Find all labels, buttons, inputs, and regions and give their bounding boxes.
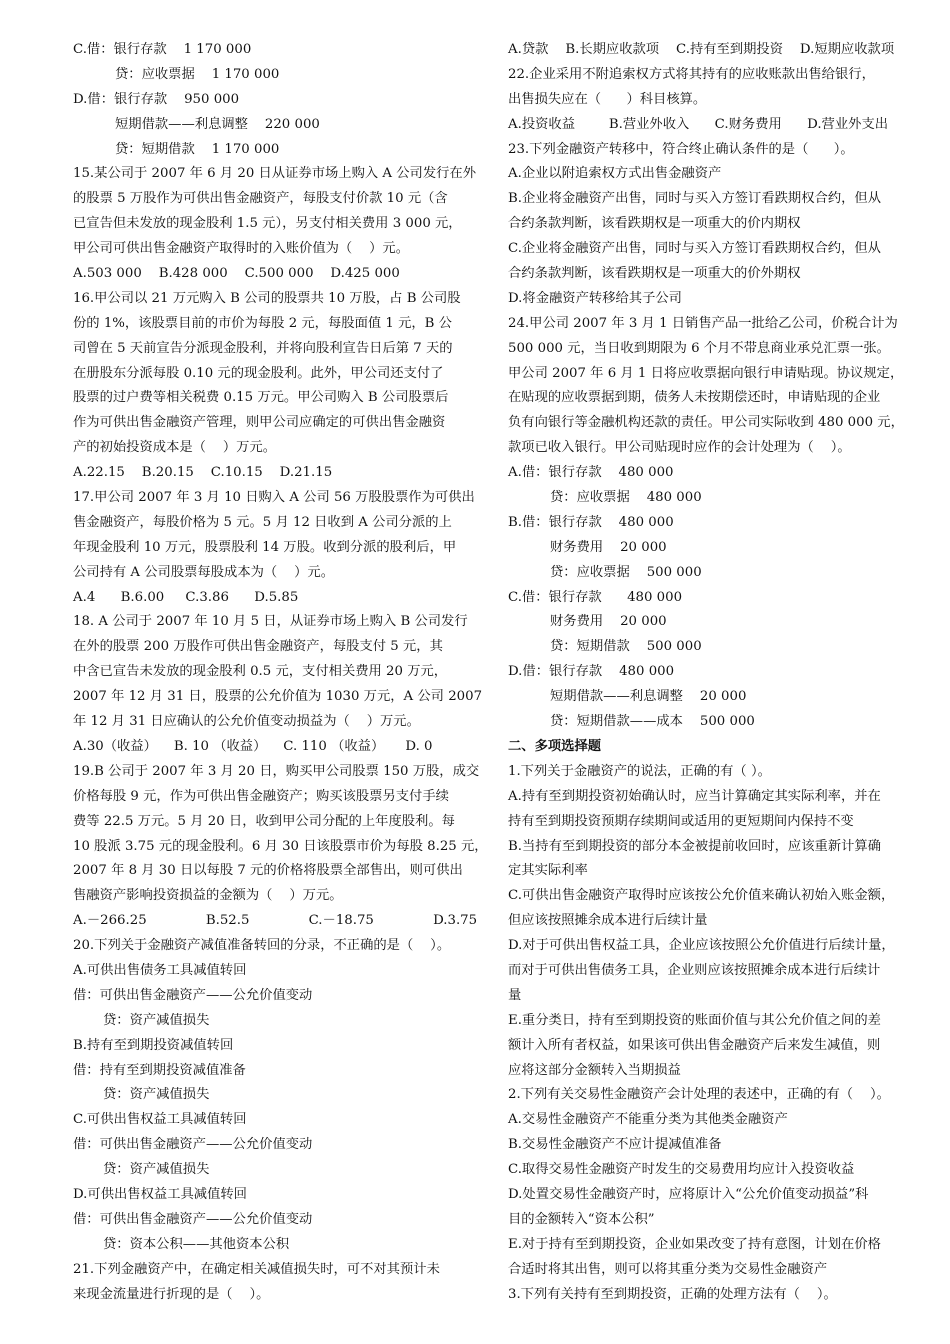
text-line: 16.甲公司以 21 万元购入 B 公司的股票共 10 万股，占 B 公司股 — [73, 290, 461, 306]
text-line: C.企业将金融资产出售，同时与买入方签订看跌期权合约，但从 — [508, 241, 881, 257]
text-line: 贷：资产减值损失 — [103, 1162, 210, 1178]
text-line: B.当持有至到期投资的部分本金被提前收回时，应该重新计算确 — [508, 838, 882, 854]
text-line: 定其实际利率 — [508, 863, 588, 879]
text-line: 贷：应收票据 1 170 000 — [115, 66, 280, 82]
text-line: 500 000 元，当日收到期限为 6 个月不带息商业承兑汇票一张。 — [508, 340, 890, 356]
text-line: 2.下列有关交易性金融资产会计处理的表述中，正确的有（ ）。 — [508, 1087, 890, 1103]
text-line: C.取得交易性金融资产时发生的交易费用均应计入投资收益 — [508, 1162, 855, 1178]
text-line: A.交易性金融资产不能重分类为其他类金融资产 — [508, 1112, 788, 1128]
text-line: D.可供出售权益工具减值转回 — [73, 1186, 247, 1202]
text-line: 中含已宣告未发放的现金股利 0.5 元，支付相关费用 20 万元， — [73, 664, 448, 680]
text-line: C.可供出售金融资产取得时应该按公允价值来确认初始入账金额， — [508, 888, 895, 904]
text-line: D.将金融资产转移给其子公司 — [508, 290, 682, 306]
text-line: C.可供出售权益工具减值转回 — [73, 1112, 247, 1128]
text-line: 公司持有 A 公司股票每股成本为（ ）元。 — [73, 564, 335, 580]
text-line: 已宣告但未发放的现金股利 1.5 元），另支付相关费用 3 000 元， — [73, 216, 462, 232]
text-line: 贷：资本公积——其他资本公积 — [103, 1236, 290, 1252]
text-line: 价格每股 9 元，作为可供出售金融资产；购买该股票另支付手续 — [73, 788, 449, 804]
text-line: 借：可供出售金融资产——公允价值变动 — [73, 1211, 313, 1227]
text-line: 产的初始投资成本是（ ）万元。 — [73, 440, 277, 456]
text-line: 应将这部分金额转入当期损益 — [508, 1062, 681, 1078]
text-line: E.对于持有至到期投资，企业如果改变了持有意图，计划在价格 — [508, 1236, 881, 1252]
text-line: D.对于可供出售权益工具，企业应该按照公允价值进行后续计量， — [508, 938, 895, 954]
text-line: 而对于可供出售债务工具，企业则应该按照摊余成本进行后续计 — [508, 962, 881, 978]
text-line: 1.下列关于金融资产的说法，正确的有（ ）。 — [508, 763, 771, 779]
text-line: 24.甲公司 2007 年 3 月 1 日销售产品一批给乙公司，价税合计为 — [508, 315, 898, 331]
text-line: 22.企业采用不附追索权方式将其持有的应收账款出售给银行， — [508, 66, 875, 82]
text-line: 年 12 月 31 日应确认的公允价值变动损益为（ ）万元。 — [73, 714, 420, 730]
text-line: 售融资产影响投资损益的金额为（ ）万元。 — [73, 888, 343, 904]
text-line: 15.某公司于 2007 年 6 月 20 日从证券市场上购入 A 公司发行在外 — [73, 166, 477, 182]
text-line: C.借：银行存款 1 170 000 — [73, 42, 252, 57]
text-line: 费等 22.5 万元。5 月 20 日，收到甲公司分配的上年度股利。每 — [73, 813, 455, 829]
text-line: 股票的过户费等相关税费 0.15 万元。甲公司购入 B 公司股票后 — [73, 390, 449, 406]
text-line: 作为可供出售金融资产管理，则甲公司应确定的可供出售金融资 — [73, 415, 446, 431]
text-line: 贷：短期借款 1 170 000 — [115, 141, 280, 157]
text-line: 款项已收入银行。甲公司贴现时应作的会计处理为（ ）。 — [508, 440, 851, 456]
text-line: 17.甲公司 2007 年 3 月 10 日购入 A 公司 56 万股股票作为可供出 — [73, 490, 475, 506]
text-line: B.持有至到期投资减值转回 — [73, 1037, 234, 1053]
text-line: D.处置交易性金融资产时，应将原计入“公允价值变动损益”科 — [508, 1186, 869, 1202]
text-line: B.交易性金融资产不应计提减值准备 — [508, 1137, 722, 1153]
text-line: 21.下列金融资产中，在确定相关减值损失时，可不对其预计未 — [73, 1261, 440, 1277]
text-line: A.企业以附追索权方式出售金融资产 — [508, 166, 722, 182]
text-line: 19.B 公司于 2007 年 3 月 20 日，购买甲公司股票 150 万股，成交 — [73, 763, 480, 779]
text-line: E.重分类日，持有至到期投资的账面价值与其公允价值之间的差 — [508, 1012, 881, 1028]
text-line: 司曾在 5 天前宣告分派现金股利，并将向股利宣告日后第 7 天的 — [73, 340, 453, 356]
text-line: 年现金股利 10 万元，股票股利 14 万股。收到分派的股利后，甲 — [73, 539, 457, 555]
text-line: 18. A 公司于 2007 年 10 月 5 日，从证券市场上购入 B 公司发行 — [73, 614, 468, 630]
text-line: 来现金流量进行折现的是（ ）。 — [73, 1286, 270, 1302]
text-line: A.持有至到期投资初始确认时，应当计算确定其实际利率，并在 — [508, 788, 881, 804]
text-line: 财务费用 20 000 — [550, 539, 667, 555]
text-line: 份的 1%，该股票目前的市价为每股 2 元，每股面值 1 元，B 公 — [73, 315, 452, 331]
text-line: 贷：资产减值损失 — [103, 1087, 210, 1103]
text-line: 在外的股票 200 万股作可供出售金融资产，每股支付 5 元，其 — [73, 639, 443, 655]
text-line: 借：可供出售金融资产——公允价值变动 — [73, 1137, 313, 1153]
text-line: 售金融资产，每股价格为 5 元。5 月 12 日收到 A 公司分派的上 — [73, 514, 452, 530]
text-line: 20.下列关于金融资产减值准备转回的分录，不正确的是（ ）。 — [73, 938, 451, 954]
text-line: 量 — [508, 987, 522, 1003]
text-line: 短期借款——利息调整 220 000 — [115, 116, 320, 132]
text-line: A.借：银行存款 480 000 — [508, 465, 674, 481]
text-line: 贷：应收票据 500 000 — [550, 564, 702, 580]
text-line: 持有至到期投资预期存续期间或适用的更短期间内保持不变 — [508, 813, 854, 829]
text-line: 但应该按照摊余成本进行后续计量 — [508, 913, 708, 929]
text-line: 合适时将其出售，则可以将其重分类为交易性金融资产 — [508, 1261, 828, 1277]
text-line: 借：可供出售金融资产——公允价值变动 — [73, 987, 313, 1003]
text-line: 贷：短期借款 500 000 — [550, 639, 702, 655]
text-line: 额计入所有者权益，如果该可供出售金融资产后来发生减值，则 — [508, 1037, 881, 1053]
text-line: 财务费用 20 000 — [550, 614, 667, 630]
text-line: 合约条款判断，该看跌期权是一项重大的价外期权 — [508, 266, 801, 282]
text-line: 2007 年 12 月 31 日，股票的公允价值为 1030 万元，A 公司 2007 — [73, 689, 483, 705]
text-line: A.贷款 B.长期应收款项 C.持有至到期投资 D.短期应收款项 — [508, 42, 895, 57]
text-line: 甲公司可供出售金融资产取得时的入账价值为（ ）元。 — [73, 241, 410, 257]
text-line: 借：持有至到期投资减值准备 — [73, 1062, 246, 1078]
text-line: D.借：银行存款 950 000 — [73, 91, 240, 107]
right-column — [508, 38, 918, 1307]
text-line: D.借：银行存款 480 000 — [508, 664, 675, 680]
text-line: C.借：银行存款 480 000 — [508, 589, 683, 605]
text-line: 3.下列有关持有至到期投资，正确的处理方法有（ ）。 — [508, 1286, 837, 1302]
text-line: 贷：短期借款——成本 500 000 — [550, 714, 755, 730]
text-line: 23.下列金融资产转移中，符合终止确认条件的是（ ）。 — [508, 141, 854, 157]
text-line: A.投资收益 B.营业外收入 C.财务费用 D.营业外支出 — [508, 116, 889, 132]
text-line: A.4 B.6.00 C.3.86 D.5.85 — [73, 589, 299, 605]
text-line: 贷：资产减值损失 — [103, 1012, 210, 1028]
text-line: 负有向银行等金融机构还款的责任。甲公司实际收到 480 000 元， — [508, 415, 904, 431]
text-line: 贷：应收票据 480 000 — [550, 490, 702, 506]
text-line: 出售损失应在（ ）科目核算。 — [508, 91, 707, 107]
text-line: 合约条款判断，该看跌期权是一项重大的价内期权 — [508, 216, 801, 232]
text-line: A.可供出售债务工具减值转回 — [73, 962, 247, 978]
text-line: A.503 000 B.428 000 C.500 000 D.425 000 — [73, 266, 400, 282]
text-line: 在册股东分派每股 0.10 元的现金股利。此外，甲公司还支付了 — [73, 365, 444, 381]
text-line: A.30（收益） B. 10 （收益） C. 110 （收益） D. 0 — [73, 738, 433, 754]
text-line: 的股票 5 万股作为可供出售金融资产，每股支付价款 10 元（含 — [73, 191, 448, 207]
text-line: 目的金额转入“资本公积” — [508, 1211, 655, 1227]
text-line: B.借：银行存款 480 000 — [508, 514, 674, 530]
text-line: 短期借款——利息调整 20 000 — [550, 689, 747, 705]
text-line: B.企业将金融资产出售，同时与买入方签订看跌期权合约，但从 — [508, 191, 882, 207]
text-line: 在贴现的应收票据到期，债务人未按期偿还时，申请贴现的企业 — [508, 390, 881, 406]
text-line: 甲公司 2007 年 6 月 1 日将应收票据向银行申请贴现。协议规定， — [508, 365, 904, 381]
text-line: 2007 年 8 月 30 日以每股 7 元的价格将股票全部售出，则可供出 — [73, 863, 463, 879]
text-line: A.22.15 B.20.15 C.10.15 D.21.15 — [73, 465, 333, 481]
text-line: A.－266.25 B.52.5 C.－18.75 D.3.75 — [73, 913, 478, 929]
text-line: 10 股派 3.75 元的现金股利。6 月 30 日该股票市价为每股 8.25 元， — [73, 838, 488, 854]
left-column — [73, 38, 488, 1307]
section-heading: 二、多项选择题 — [508, 738, 602, 754]
